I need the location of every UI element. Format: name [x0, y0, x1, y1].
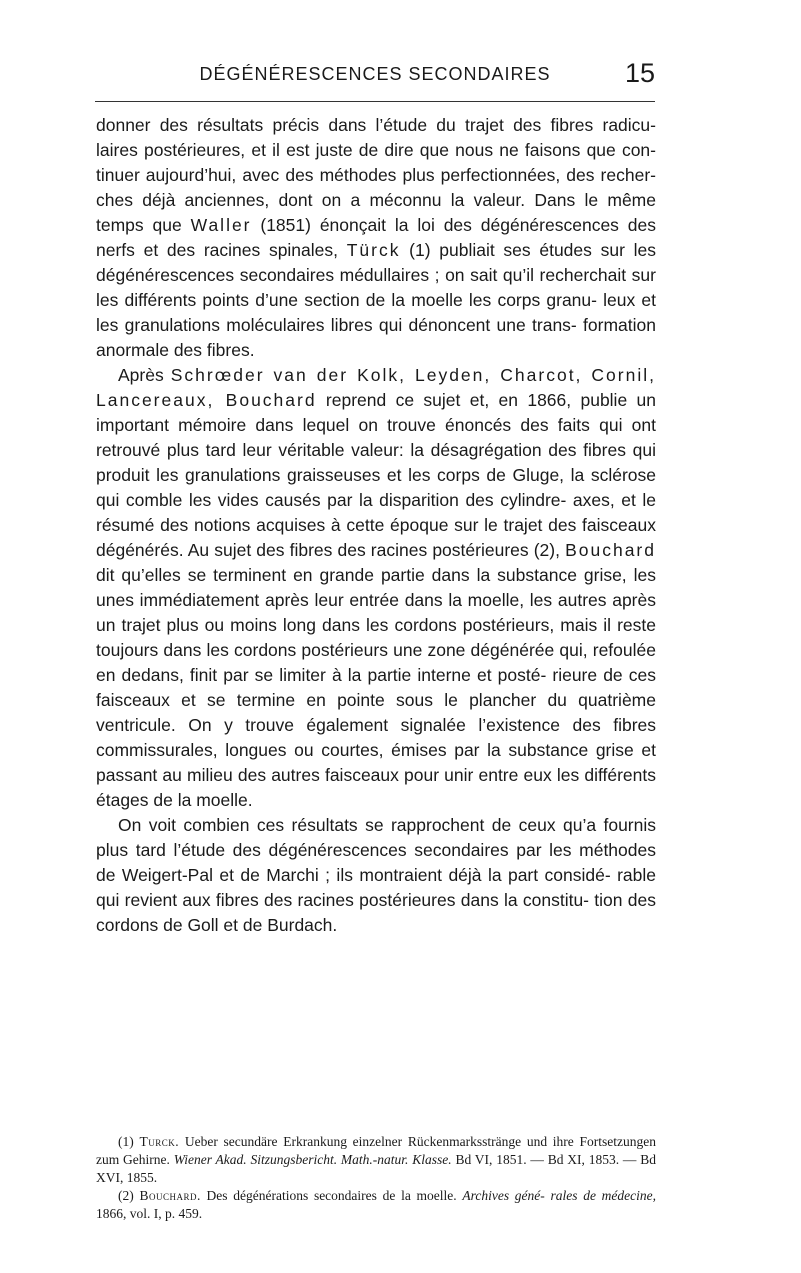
page-header	[95, 56, 655, 96]
footnote-journal: Wiener Akad. Sitzungsbericht. Math.-natur. Klasse.	[173, 1152, 452, 1167]
author-name-bouchard: Bouchard	[565, 540, 656, 560]
footnote-marker: (2)	[118, 1188, 140, 1203]
footnote-journal: Archives géné- rales de médecine,	[462, 1188, 656, 1203]
author-names-list: Schrœder van der Kolk, Leyden, Charcot, Cornil, Lancereaux, Bouchard	[96, 365, 656, 410]
text-span: reprend ce sujet et, en 1866, publie un important mémoire dans lequel on trouve énoncés des faits qui ont retrouvé plus tard leur véritable valeur: la désagrégation des fibres qui produit les granulations graisseuses et les corps de Gluge, la sclérose qui comble les vides causés par la disparition des cylindre- axes, et le résumé des notions acquises à cette époque sur le trajet des faisceaux dégénérés. Au sujet des fibres des racines postérieures (2),	[96, 390, 656, 560]
paragraph-2	[96, 363, 656, 813]
paragraph-3: On voit combien ces résultats se rapprochent de ceux qu’a fournis plus tard l’étude des dégénérescences secondaires par les méthodes de Weigert-Pal et de Marchi ; ils montraient déjà la part considé- rable qui revient aux fibres des racines postérieures dans la constitu- tion des cordons de Goll et de Burdach.	[96, 815, 656, 935]
footnote-author: Bouchard.	[139, 1188, 201, 1203]
footnote-1	[96, 1133, 656, 1187]
footnote-text: Bd VI, 1851. — Bd XI, 1853. — Bd XVI, 1855.	[96, 1152, 656, 1185]
text-span: Après	[118, 365, 171, 385]
footnote-marker: (1)	[118, 1134, 140, 1149]
footnote-author: Turck.	[139, 1134, 180, 1149]
author-name-waller: Waller	[190, 215, 252, 235]
text-span: dit qu’elles se terminent en grande partie dans la substance grise, les unes immédiatement après leur entrée dans la moelle, les autres après un trajet plus ou moins long dans les cordons postérieurs, mais il reste toujours dans les cordons postérieurs une zone dégénérée qui, refoulée en dedans, finit par se limiter à la partie interne et posté- rieure de ces faisceaux et se termine en pointe sous le plancher du quatrième ventricule. On y trouve également signalée l’existence des fibres commissurales, longues ou courtes, émises par la substance grise et passant au milieu des autres faisceaux pour unir entre eux les différents étages de la moelle.	[96, 565, 656, 810]
text-span: (1851) énonçait la loi des dégénérescences des nerfs et des racines spinales,	[96, 215, 657, 260]
footnote-text: Des dégénérations secondaires de la moelle.	[200, 1188, 463, 1203]
paragraph-1	[96, 113, 656, 363]
text-span: (1) publiait ses études sur les dégénérescences secondaires médullaires ; on sait qu’il recherchait sur les différents points d’une section de la moelle les corps granu- leux et les granulations moléculaires libres qui dénoncent une trans- formation anormale des fibres.	[96, 240, 656, 360]
footnotes	[96, 1133, 656, 1223]
header-rule	[95, 101, 655, 102]
page-number: 15	[624, 58, 655, 88]
footnote-2	[96, 1187, 656, 1223]
footnote-text: 1866, vol. I, p. 459.	[96, 1206, 203, 1221]
author-name-turck: Türck	[346, 240, 401, 260]
running-title: DÉGÉNÉRESCENCES SECONDAIRES	[199, 64, 551, 84]
text-span: donner des résultats précis dans l’étude du trajet des fibres radicu- laires postérieures, et il est juste de dire que nous ne faisons que con- tinuer aujourd’hui, avec des méthodes plus perfectionnées, des recher- ches déjà anciennes, dont on a méconnu la valeur. Dans le même temps que	[96, 115, 656, 235]
footnote-text: Ueber secundäre Erkrankung einzelner Rückenmarksstränge und ihre Fortsetzungen zum Gehirne.	[96, 1134, 656, 1167]
main-text	[96, 113, 656, 938]
